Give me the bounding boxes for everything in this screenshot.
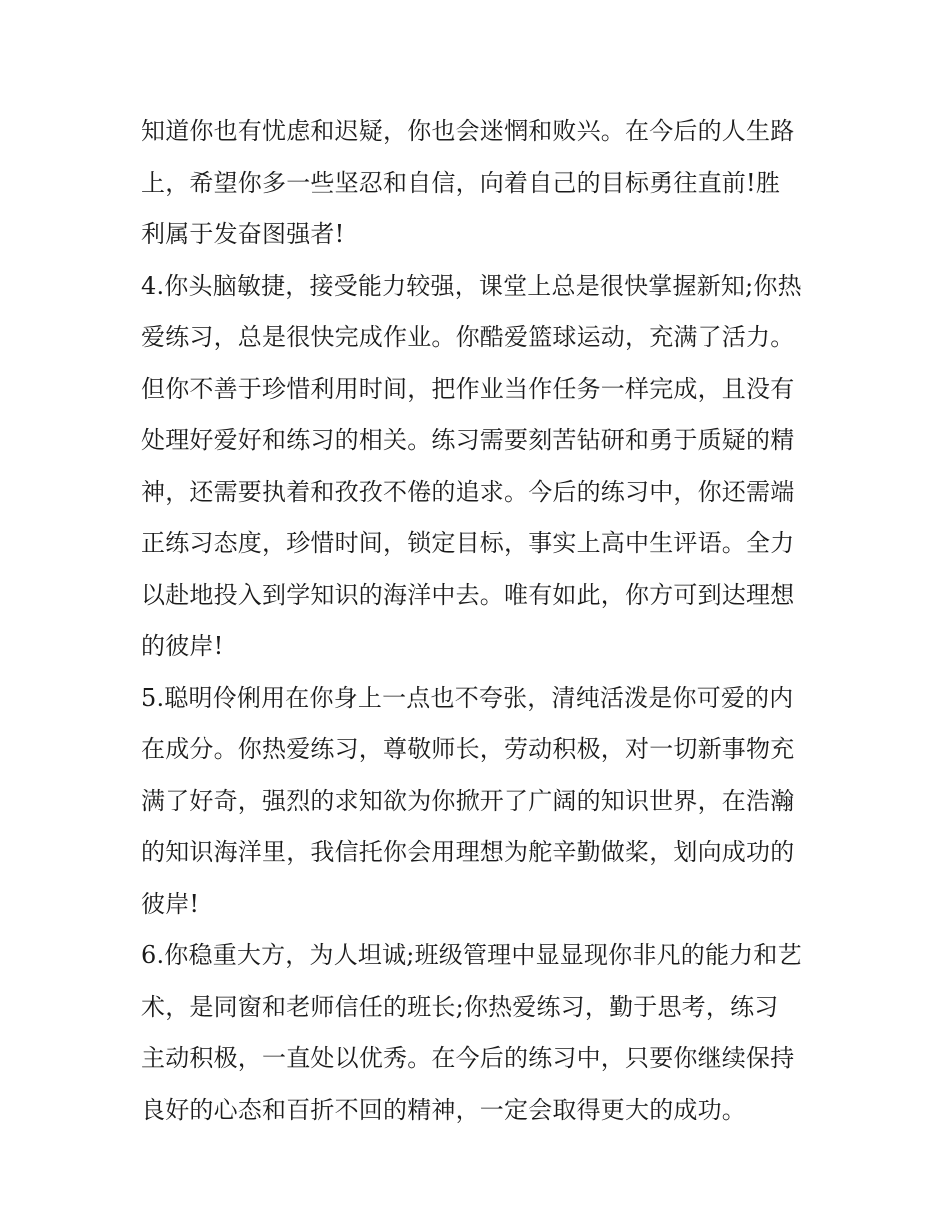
text-line: 术，是同窗和老师信任的班长;你热爱练习，勤于思考，练习 [141, 992, 779, 1021]
text-line: 上，希望你多一些坚忍和自信，向着自己的目标勇往直前!胜 [141, 168, 781, 197]
text-line: 的彼岸! [141, 632, 224, 660]
text-line: 4.你头脑敏捷，接受能力较强，课堂上总是很快掌握新知;你热 [141, 271, 802, 300]
text-line: 在成分。你热爱练习，尊敬师长，劳动积极，对一切新事物充 [141, 735, 795, 763]
document-body [141, 106, 821, 1136]
text-line: 5.聪明伶俐用在你身上一点也不夸张，清纯活泼是你可爱的内 [141, 683, 794, 712]
text-line: 爱练习，总是很快完成作业。你酷爱篮球运动，充满了活力。 [141, 323, 795, 351]
text-line: 良好的心态和百折不回的精神，一定会取得更大的成功。 [141, 1095, 746, 1124]
text-line: 但你不善于珍惜利用时间，把作业当作任务一样完成，且没有 [141, 374, 795, 403]
text-line: 正练习态度，珍惜时间，锁定目标，事实上高中生评语。全力 [141, 529, 795, 557]
text-line: 以赴地投入到学知识的海洋中去。唯有如此，你方可到达理想 [141, 580, 795, 609]
text-line: 满了好奇，强烈的求知欲为你掀开了广阔的知识世界，在浩瀚 [141, 786, 795, 815]
text-line: 6.你稳重大方，为人坦诚;班级管理中显显现你非凡的能力和艺 [141, 941, 802, 969]
text-line: 彼岸! [141, 889, 200, 918]
text-line: 处理好爱好和练习的相关。练习需要刻苦钻研和勇于质疑的精 [141, 426, 795, 454]
text-line: 主动积极，一直处以优秀。在今后的练习中，只要你继续保持 [141, 1044, 795, 1072]
text-line: 神，还需要执着和孜孜不倦的追求。今后的练习中，你还需端 [141, 477, 795, 506]
text-line: 知道你也有忧虑和迟疑，你也会迷惘和败兴。在今后的人生路 [141, 117, 795, 145]
text-line: 利属于发奋图强者! [141, 220, 345, 248]
text-line: 的知识海洋里，我信托你会用理想为舵辛勤做桨，划向成功的 [141, 838, 795, 866]
